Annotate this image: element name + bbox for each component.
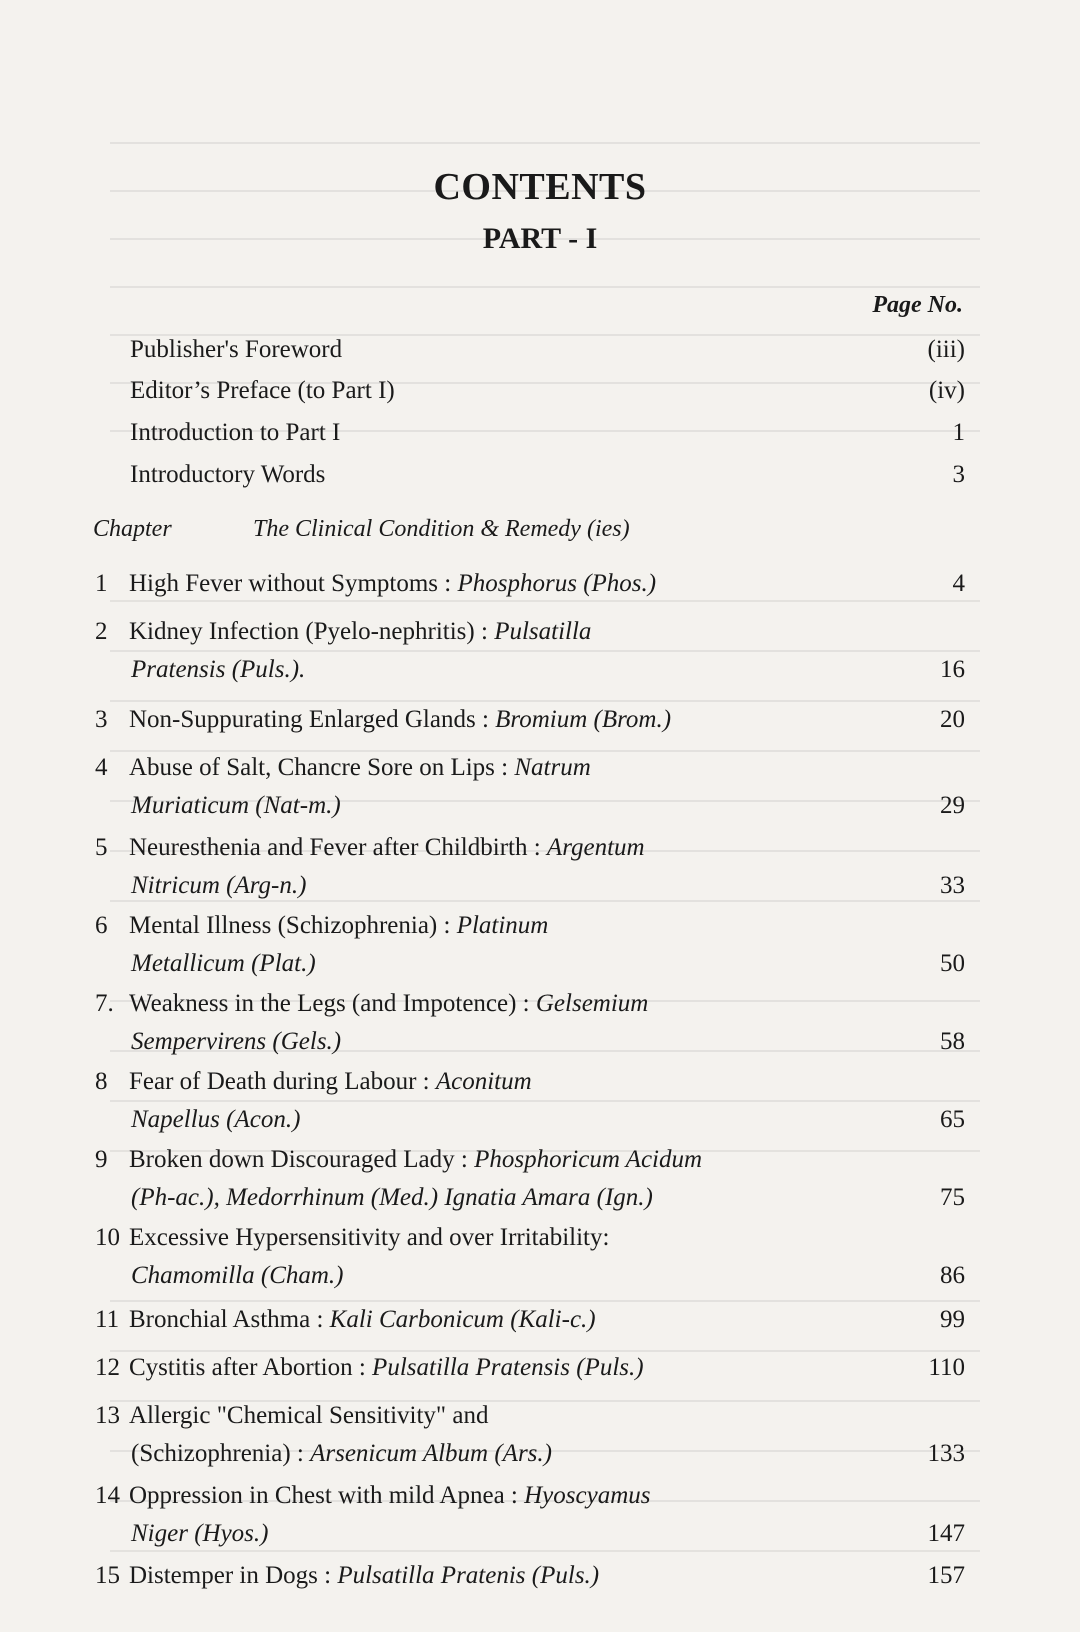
- chapter-remedy: Natrum: [514, 754, 591, 781]
- chapter-row: [95, 1396, 965, 1436]
- chapter-remedy-cont: Metallicum (Plat.): [131, 950, 316, 977]
- page-no-label: Page No.: [872, 292, 963, 318]
- chapter-condition: High Fever without Symptoms :: [129, 570, 458, 597]
- front-matter-label: Introductory Words: [130, 461, 326, 488]
- chapter-number: 5: [95, 834, 108, 861]
- chapter-remedy: Phosphorus (Phos.): [457, 570, 657, 597]
- chapter-number: 9: [95, 1146, 108, 1173]
- front-matter-page: (iv): [928, 377, 965, 404]
- chapter-condition: Cystitis after Abortion :: [129, 1354, 373, 1381]
- front-matter-page: (iii): [927, 336, 965, 363]
- chapter-number: 3: [95, 706, 108, 733]
- page-title: CONTENTS: [433, 166, 647, 208]
- chapter-number: 13: [95, 1402, 120, 1429]
- chapter-row: [95, 1300, 965, 1340]
- chapter-row: [95, 700, 965, 740]
- chapter-remedy: Argentum: [546, 834, 645, 861]
- chapter-page: 33: [940, 872, 965, 899]
- chapter-page: 133: [927, 1440, 965, 1467]
- chapter-remedy: Bromium (Brom.): [495, 706, 672, 733]
- chapter-row-continuation: [131, 1434, 965, 1474]
- front-matter-item: [130, 371, 965, 411]
- chapter-remedy-cont: (Ph-ac.), Medorrhinum (Med.) Ignatia Amara (Ign.): [131, 1184, 653, 1211]
- chapter-number: 2: [95, 618, 108, 645]
- chapter-page: 58: [940, 1028, 965, 1055]
- chapter-row: [95, 564, 965, 604]
- chapter-remedy: Hyoscyamus: [524, 1482, 651, 1509]
- chapter-page: 16: [940, 656, 965, 683]
- chapter-number: 8: [95, 1068, 108, 1095]
- chapter-remedy-cont: Pratensis (Puls.).: [131, 656, 306, 683]
- front-matter-label: Publisher's Foreword: [130, 336, 343, 363]
- chapter-page: 20: [940, 706, 965, 733]
- chapter-row: [95, 906, 965, 946]
- chapter-condition-cont: (Schizophrenia) :: [131, 1440, 311, 1467]
- chapter-row-continuation: [131, 1022, 965, 1062]
- chapter-row-continuation: [131, 866, 965, 906]
- front-matter-item: [130, 413, 965, 453]
- chapter-remedy: Pulsatilla Pratenis (Puls.): [337, 1562, 600, 1589]
- chapter-page: 86: [940, 1262, 965, 1289]
- chapter-remedy: Platinum: [456, 912, 549, 939]
- chapter-number: 6: [95, 912, 108, 939]
- chapter-remedy: Gelsemium: [535, 990, 649, 1017]
- chapter-number: 12: [95, 1354, 120, 1381]
- chapter-remedy-cont: Napellus (Acon.): [131, 1106, 301, 1133]
- chapter-row: [95, 984, 965, 1024]
- front-matter-item: [130, 455, 965, 495]
- chapter-remedy: Aconitum: [435, 1068, 532, 1095]
- front-matter-item: [130, 330, 965, 370]
- chapter-condition: Bronchial Asthma :: [129, 1306, 330, 1333]
- condition-column-header: The Clinical Condition & Remedy (ies): [253, 516, 630, 542]
- chapter-page: 99: [940, 1306, 965, 1333]
- chapter-condition: Distemper in Dogs :: [129, 1562, 338, 1589]
- chapter-number: 7.: [95, 990, 114, 1017]
- front-matter-page: 3: [952, 461, 965, 488]
- chapter-row-continuation: [131, 650, 965, 690]
- chapter-page: 75: [940, 1184, 965, 1211]
- chapter-row-continuation: [131, 1178, 965, 1218]
- chapter-row-continuation: [131, 944, 965, 984]
- chapter-row: [95, 1476, 965, 1516]
- chapter-row: [95, 1062, 965, 1102]
- chapter-condition: Fear of Death during Labour :: [129, 1068, 436, 1095]
- chapter-remedy-cont: Niger (Hyos.): [131, 1520, 269, 1547]
- chapter-remedy-cont: Muriaticum (Nat-m.): [131, 792, 341, 819]
- chapter-row: [95, 1348, 965, 1388]
- chapter-page: 4: [952, 570, 965, 597]
- chapter-row: [95, 1218, 965, 1258]
- chapter-condition: Non-Suppurating Enlarged Glands :: [129, 706, 496, 733]
- chapter-condition: Oppression in Chest with mild Apnea :: [129, 1482, 525, 1509]
- chapter-row-continuation: [131, 1256, 965, 1296]
- chapter-page: 29: [940, 792, 965, 819]
- chapter-row: [95, 612, 965, 652]
- chapter-page: 65: [940, 1106, 965, 1133]
- chapter-row-continuation: [131, 786, 965, 826]
- chapter-row: [95, 1140, 965, 1180]
- chapter-row: [95, 1556, 965, 1596]
- chapter-page: 157: [927, 1562, 965, 1589]
- chapter-number: 14: [95, 1482, 120, 1509]
- chapter-remedy-cont: Sempervirens (Gels.): [131, 1028, 342, 1055]
- chapter-condition: Weakness in the Legs (and Impotence) :: [129, 990, 536, 1017]
- chapter-row: [95, 748, 965, 788]
- chapter-remedy: Phosphoricum Acidum: [474, 1146, 703, 1173]
- front-matter-label: Introduction to Part I: [130, 419, 341, 446]
- chapter-condition: Broken down Discouraged Lady :: [129, 1146, 475, 1173]
- front-matter-label: Editor’s Preface (to Part I): [130, 377, 395, 404]
- chapter-page: 50: [940, 950, 965, 977]
- chapter-condition: Abuse of Salt, Chancre Sore on Lips :: [129, 754, 515, 781]
- chapter-remedy-cont: Chamomilla (Cham.): [131, 1262, 344, 1289]
- chapter-condition: Kidney Infection (Pyelo-nephritis) :: [129, 618, 495, 645]
- part-heading: PART - I: [482, 222, 598, 255]
- chapter-row: [95, 828, 965, 868]
- chapter-number: 1: [95, 570, 108, 597]
- chapter-remedy-cont: Arsenicum Album (Ars.): [310, 1440, 552, 1467]
- chapter-column-header: Chapter: [93, 516, 172, 542]
- chapter-number: 11: [95, 1306, 120, 1333]
- chapter-condition: Allergic "Chemical Sensitivity" and: [129, 1402, 489, 1429]
- chapter-number: 15: [95, 1562, 120, 1589]
- chapter-remedy: Kali Carbonicum (Kali-c.): [329, 1306, 596, 1333]
- chapter-row-continuation: [131, 1514, 965, 1554]
- chapter-remedy: Pulsatilla Pratensis (Puls.): [372, 1354, 644, 1381]
- chapter-remedy-cont: Nitricum (Arg-n.): [131, 872, 307, 899]
- front-matter-page: 1: [952, 419, 965, 446]
- chapter-number: 10: [95, 1224, 120, 1251]
- chapter-condition: Neuresthenia and Fever after Childbirth :: [129, 834, 547, 861]
- chapter-condition: Mental Illness (Schizophrenia) :: [129, 912, 457, 939]
- chapter-condition: Excessive Hypersensitivity and over Irritability:: [129, 1224, 610, 1251]
- chapter-row-continuation: [131, 1100, 965, 1140]
- chapter-page: 147: [927, 1520, 965, 1547]
- chapter-page: 110: [928, 1354, 965, 1381]
- chapter-number: 4: [95, 754, 108, 781]
- chapter-remedy: Pulsatilla: [494, 618, 592, 645]
